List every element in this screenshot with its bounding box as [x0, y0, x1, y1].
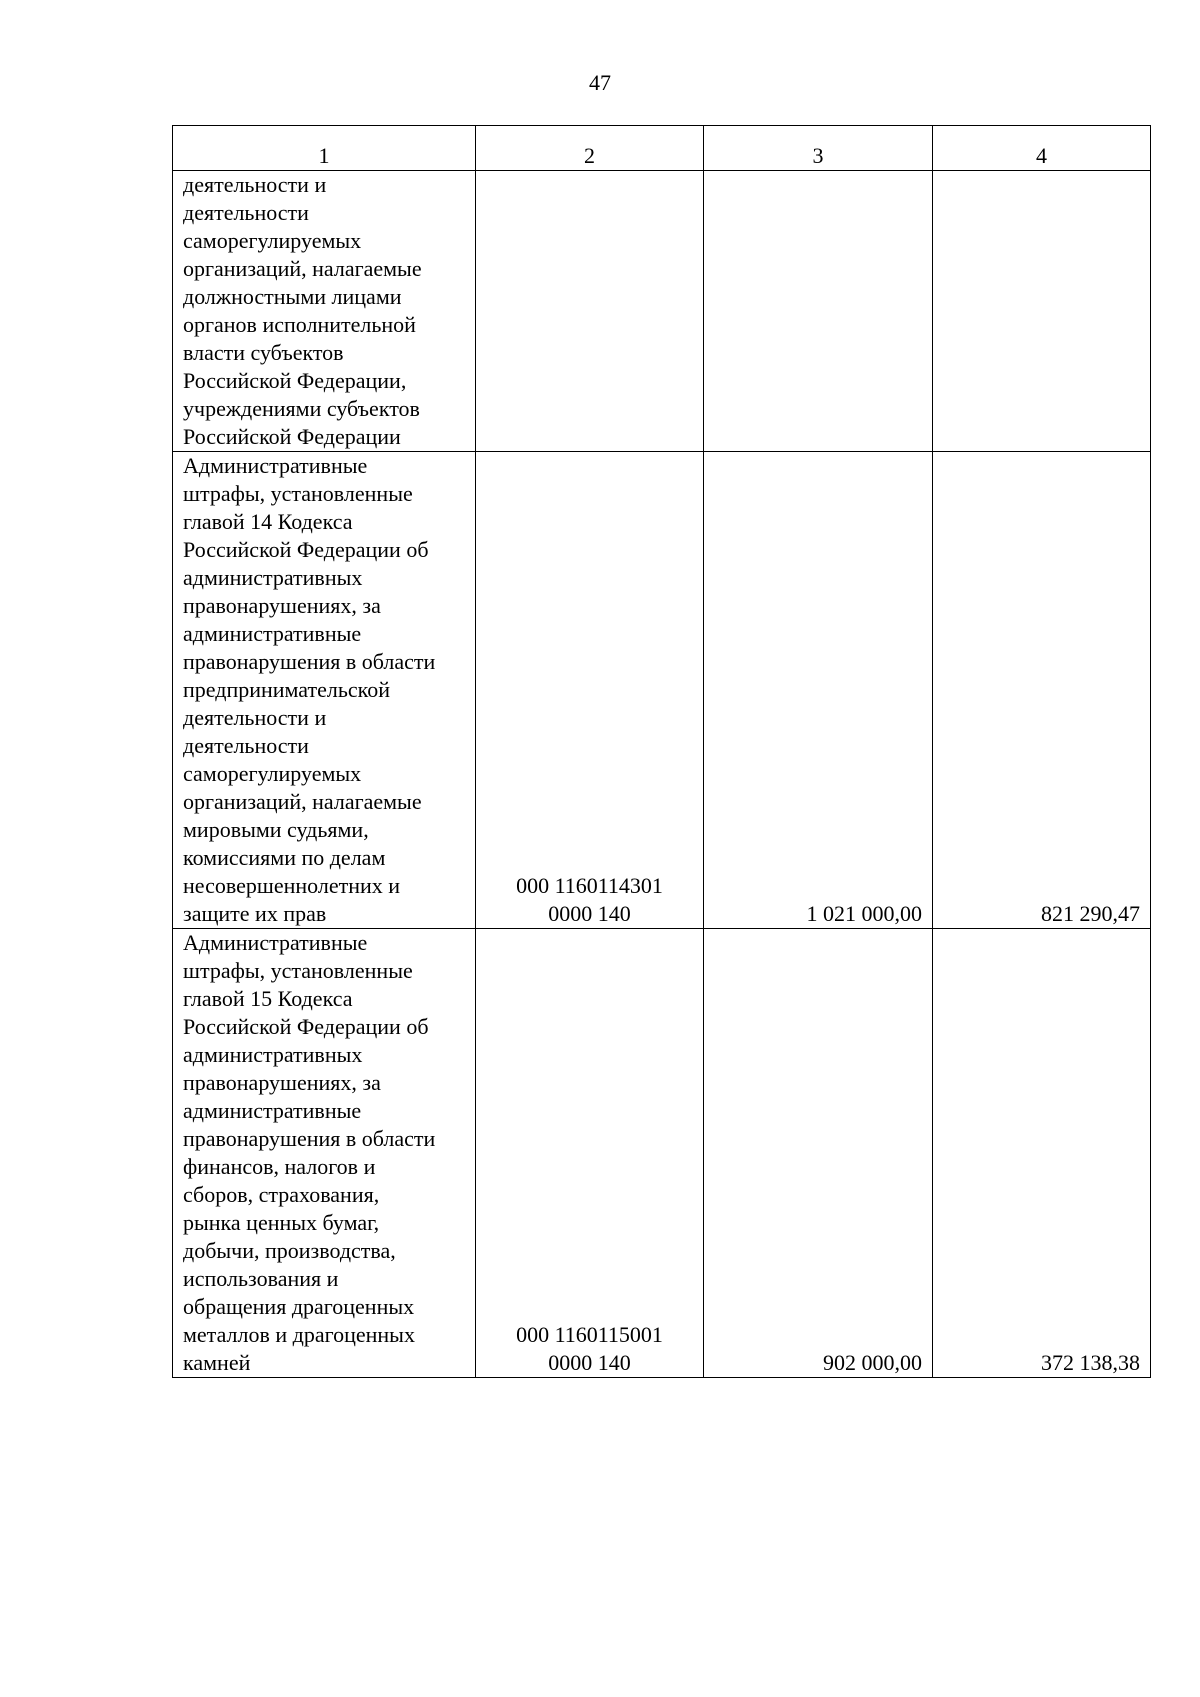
row-code-cell: 000 1160115001 0000 140	[476, 929, 704, 1378]
table-row	[173, 452, 1151, 929]
row-fact-cell	[933, 171, 1151, 452]
row-code-cell	[476, 171, 704, 452]
table-row	[173, 929, 1151, 1378]
row-plan-cell: 902 000,00	[704, 929, 933, 1378]
report-table	[172, 125, 1151, 1378]
column-header-1: 1	[173, 126, 476, 171]
row-name-cell: Административные штрафы, установленные главой 15 Кодекса Российской Федерации об административных правонарушениях, за административные правонарушения в области финансов, налогов и сборов, страхования, рынка ценных бумаг, добычи, производства, использования и обращения драгоценных металлов и драгоценных камней	[173, 929, 476, 1378]
row-plan-cell	[704, 171, 933, 452]
row-fact-cell: 372 138,38	[933, 929, 1151, 1378]
row-name-cell: Административные штрафы, установленные главой 14 Кодекса Российской Федерации об административных правонарушениях, за административные правонарушения в области предпринимательской деятельности и деятельности саморегулируемых организаций, налагаемые мировыми судьями, комиссиями по делам несовершеннолетних и защите их прав	[173, 452, 476, 929]
column-header-3: 3	[704, 126, 933, 171]
column-header-2: 2	[476, 126, 704, 171]
row-plan-cell: 1 021 000,00	[704, 452, 933, 929]
row-fact-cell: 821 290,47	[933, 452, 1151, 929]
page-number: 47	[589, 70, 611, 95]
table-header-row	[173, 126, 1151, 171]
row-name-cell: деятельности и деятельности саморегулируемых организаций, налагаемые должностными лицами органов исполнительной власти субъектов Российской Федерации, учреждениями субъектов Российской Федерации	[173, 171, 476, 452]
table-row	[173, 171, 1151, 452]
row-code-cell: 000 1160114301 0000 140	[476, 452, 704, 929]
column-header-4: 4	[933, 126, 1151, 171]
